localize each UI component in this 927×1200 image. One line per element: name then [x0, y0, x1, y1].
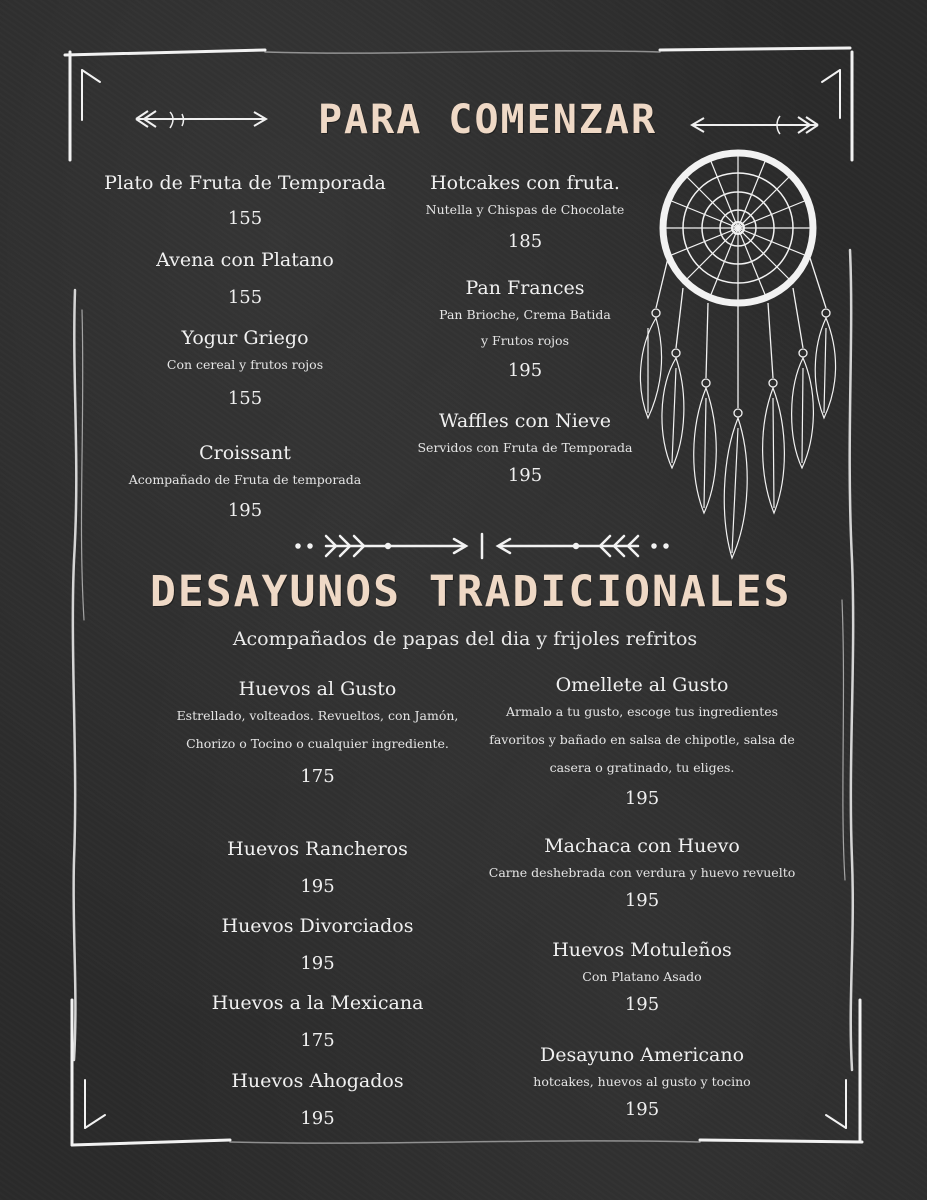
item-name: Huevos Rancheros: [227, 838, 408, 860]
menu-item: [462, 937, 822, 1018]
divider-arrows-icon: [292, 530, 672, 562]
menu-item: [395, 170, 655, 255]
item-description: Con Platano Asado: [582, 969, 702, 984]
item-price: 185: [507, 231, 543, 252]
menu-item: [395, 408, 655, 489]
item-name: Machaca con Huevo: [544, 835, 740, 857]
item-description: hotcakes, huevos al gusto y tocino: [533, 1074, 751, 1089]
menu-item: [395, 275, 655, 384]
item-name: Avena con Platano: [156, 249, 334, 271]
menu-item: [170, 1068, 465, 1132]
arrow-icon: [130, 106, 270, 132]
menu-item: [462, 833, 822, 914]
item-price: 195: [300, 1108, 335, 1129]
item-name: Huevos Ahogados: [231, 1070, 404, 1092]
item-name: Omellete al Gusto: [555, 674, 729, 696]
item-price: 155: [227, 287, 263, 308]
section-title-desayunos-tradicionales: DESAYUNOS TRADICIONALES: [150, 567, 792, 617]
section-title-para-comenzar: PARA COMENZAR: [317, 97, 658, 143]
item-description: Con cereal y frutos rojos: [166, 357, 324, 372]
item-price: 195: [507, 465, 543, 486]
item-description: Carne deshebrada con verdura y huevo revuelto: [488, 865, 796, 880]
item-description: Armalo a tu gusto, escoge tus ingredientes favoritos y bañado en salsa de chipotle, salsa de casera o gratinado, tu eliges.: [489, 704, 795, 775]
item-description: Nutella y Chispas de Chocolate: [425, 202, 625, 217]
item-price: 195: [300, 876, 335, 897]
section-subtitle: Acompañados de papas del dia y frijoles refritos: [232, 628, 698, 650]
item-description: Acompañado de Fruta de temporada: [128, 472, 362, 487]
item-name: Huevos Divorciados: [221, 915, 414, 937]
item-name: Hotcakes con fruta.: [430, 172, 620, 194]
item-description: Estrellado, volteados. Revueltos, con Jamón, Chorizo o Tocino o cualquier ingrediente.: [176, 708, 459, 751]
item-price: 195: [507, 360, 543, 381]
item-price: 155: [227, 388, 263, 409]
item-price: 175: [300, 1030, 335, 1051]
item-price: 195: [624, 1099, 660, 1120]
menu-item: [90, 170, 400, 232]
item-name: Waffles con Nieve: [438, 410, 612, 432]
item-price: 195: [624, 994, 660, 1015]
item-price: 175: [300, 766, 335, 787]
item-price: 195: [624, 788, 660, 809]
menu-item: [170, 676, 465, 790]
item-description: y Frutos rojos: [481, 333, 569, 348]
arrow-icon: [690, 112, 825, 138]
item-name: Huevos al Gusto: [238, 678, 397, 700]
item-name: Yogur Griego: [181, 327, 309, 349]
item-description: Pan Brioche, Crema Batida: [439, 307, 611, 322]
item-price: 155: [227, 208, 263, 229]
item-name: Plato de Fruta de Temporada: [104, 172, 386, 194]
item-name: Pan Frances: [465, 277, 585, 299]
menu-item: [462, 1042, 822, 1123]
item-name: Huevos Motuleños: [552, 939, 732, 961]
item-name: Huevos a la Mexicana: [211, 992, 424, 1014]
menu-item: [170, 913, 465, 977]
item-description: Servidos con Fruta de Temporada: [417, 440, 633, 455]
item-name: Desayuno Americano: [539, 1044, 745, 1066]
menu-item: [462, 672, 822, 812]
item-price: 195: [624, 890, 660, 911]
item-name: Croissant: [199, 442, 291, 464]
dreamcatcher-icon: [628, 148, 848, 573]
menu-item: [90, 440, 400, 524]
menu-item: [90, 325, 400, 412]
item-price: 195: [227, 500, 263, 521]
menu-item: [170, 990, 465, 1054]
item-price: 195: [300, 953, 335, 974]
menu-item: [90, 247, 400, 311]
menu-item: [170, 836, 465, 900]
